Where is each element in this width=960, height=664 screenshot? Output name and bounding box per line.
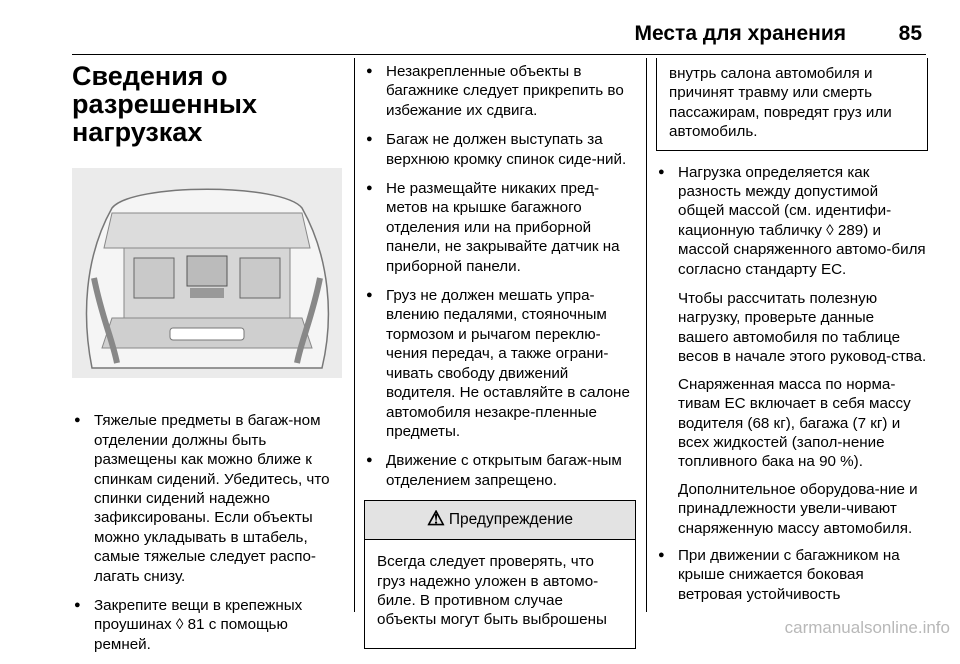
warning-box [364,500,636,649]
list-item: ● Движение с открытым багаж-ным отделением запрещено. [364,451,636,490]
bullet-list [364,62,636,490]
column-2 [364,62,636,649]
bullet-list [656,546,928,604]
page-number: 85 [898,22,922,45]
paragraph: Чтобы рассчитать полезную нагрузку, проверьте данные вашего автомобиля по таблице весов в начале этого руковод-ства. [678,290,927,366]
watermark: carmanualsonline.info [784,618,950,637]
bullet-list [72,411,344,654]
trunk-illustration [72,168,342,378]
warning-heading-text: Предупреждение [448,511,574,529]
list-item: ● Нагрузка определяется как разность между допустимой общей массой (см. идентифи-кационную табличку ◊ 289) и массой снаряженного автомо-биля согласно стандарту ЕС. [656,163,928,279]
chapter-title: Места для хранения [634,22,846,45]
list-item: ● Незакрепленные объекты в багажнике следует прикрепить во избежание их сдвига. [364,62,636,120]
section-title: Сведения о разрешенных нагрузках [72,61,257,147]
list-item: ● При движении с багажником на крыше снижается боковая ветровая устойчивость [656,546,928,604]
list-item: ● Не размещайте никаких пред-метов на крышке багажного отделения или на приборной панели, не закрывайте датчик на приборной панели. [364,179,636,276]
paragraph: Дополнительное оборудова-ние и принадлежности увели-чивают снаряженную массу автомобиля. [678,480,918,537]
warning-continuation: внутрь салона автомобиля и причинят травму или смерть пассажирам, повредят груз или автомобиль. [656,58,928,151]
column-divider [646,58,647,612]
column-1 [72,56,344,664]
list-item: ● Закрепите вещи в крепежных проушинах ◊ 81 с помощью ремней. [72,596,344,654]
column-3 [656,60,928,614]
bullet-list [656,163,928,279]
list-item: ● Багаж не должен выступать за верхнюю кромку спинок сиде-ний. [364,130,636,169]
paragraph: Снаряженная масса по норма-тивам ЕС включает в себя массу водителя (68 кг), багажа (7 кг) и всех жидкостей (запол-нение топливного бака на 90 %). [678,375,911,471]
list-item: ● Груз не должен мешать упра-влению педалями, стояночным тормозом и рычагом переклю-чения передач, а также ограни-чивать свободу движений водителя. Не оставляйте в салоне автомобиля незакре-пленные предметы. [364,286,636,441]
warning-heading [365,501,635,540]
header-rule [72,54,926,55]
warning-body: Всегда следует проверять, что груз надежно уложен в автомо-биле. В противном случае объекты могут быть выброшены [377,553,607,629]
list-item: ● Тяжелые предметы в багаж-ном отделении должны быть размещены как можно ближе к спинкам сидений. Убедитесь, что спинки сидений надежно зафиксированы. Если объекты можно укладывать в штабель, самые тяжелые следует распо-лагать снизу. [72,411,344,586]
warning-triangle-icon: ⚠ [426,508,445,531]
column-divider [354,58,355,612]
